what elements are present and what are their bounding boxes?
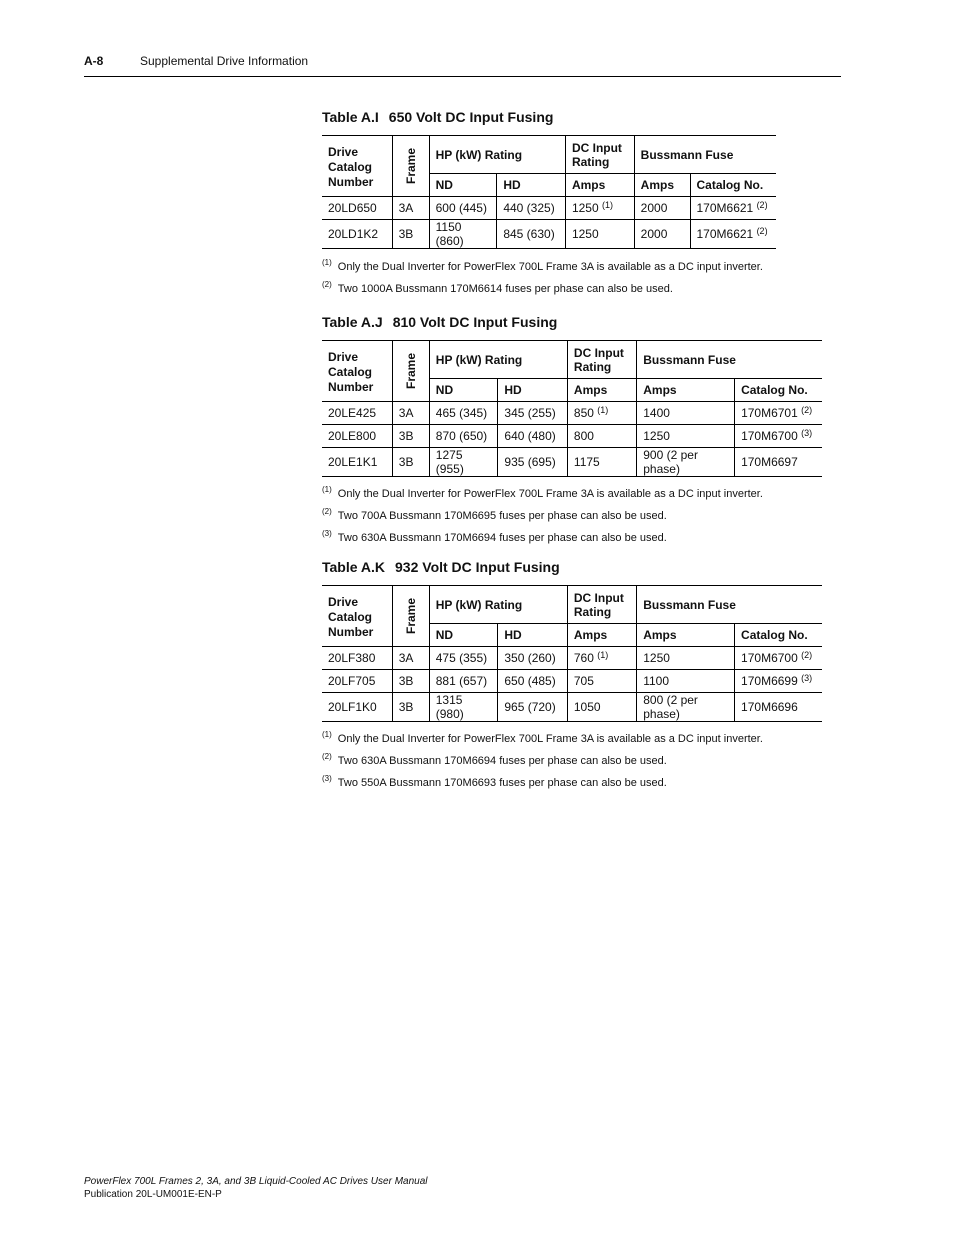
dc-amps-cell: 1250 [565,220,634,249]
catalog-no-header: Catalog No. [735,624,822,647]
fuse-amps-header: Amps [634,174,690,197]
frame-cell: 3B [392,448,429,477]
table-a-k-title [322,559,560,575]
footnote: $^{(2)}$ Two 630A Bussmann 170M6694 fuses per phase can also be used. [322,752,667,767]
hd-cell: 965 (720) [498,693,568,722]
hd-cell: 845 (630) [497,220,566,249]
table-caption: 650 Volt DC Input Fusing [388,109,554,125]
footnote: $^{(3)}$ Two 550A Bussmann 170M6693 fuses per phase can also be used. [322,774,667,789]
drive-catalog-cell: 20LF380 [322,647,392,670]
publication-number: Publication 20L-UM001E-EN-P [84,1189,222,1200]
frame-cell: 3B [392,670,429,693]
drive-catalog-cell: 20LE425 [322,402,392,425]
dc-input-header: DC Input Rating [567,341,636,379]
page-footer [84,1175,428,1201]
dc-amps-cell: 760 $^{(1)}$ [567,647,636,670]
footnote: $^{(1)}$ Only the Dual Inverter for PowerFlex 700L Frame 3A is available as a DC input inverter. [322,258,763,273]
fuse-amps-cell: 2000 [634,220,690,249]
dc-input-header: DC Input Rating [567,586,636,624]
hd-cell: 650 (485) [498,670,568,693]
frame-cell: 3B [392,693,429,722]
table-a-j-footnotes [322,481,763,547]
table-a-k-footnotes [322,726,763,792]
fuse-amps-cell: 1250 [637,425,735,448]
drive-catalog-header: Drive Catalog Number [322,586,392,647]
dc-amps-cell: 800 [567,425,636,448]
hd-cell: 935 (695) [498,448,568,477]
drive-catalog-cell: 20LD1K2 [322,220,392,249]
nd-cell: 881 (657) [429,670,498,693]
fuse-amps-cell: 900 (2 per phase) [637,448,735,477]
fuse-amps-cell: 1100 [637,670,735,693]
table-row [322,647,822,670]
frame-header: Frame [392,586,429,647]
table-a-i-title [322,109,553,125]
fuse-amps-cell: 1400 [637,402,735,425]
fuse-amps-cell: 800 (2 per phase) [637,693,735,722]
manual-title: PowerFlex 700L Frames 2, 3A, and 3B Liquid-Cooled AC Drives User Manual [84,1176,428,1187]
table-row [322,425,822,448]
hd-header: HD [498,379,568,402]
nd-cell: 1275 (955) [429,448,498,477]
table-caption: 810 Volt DC Input Fusing [392,314,558,330]
table-a-i [322,135,776,249]
footnote: $^{(1)}$ Only the Dual Inverter for PowerFlex 700L Frame 3A is available as a DC input inverter. [322,485,763,500]
hp-rating-header: HP (kW) Rating [429,341,567,379]
frame-cell: 3A [392,402,429,425]
table-number: Table A.I [322,109,379,125]
footnote: $^{(2)}$ Two 1000A Bussmann 170M6614 fuses per phase can also be used. [322,280,673,295]
frame-header: Frame [392,136,429,197]
footnote: $^{(2)}$ Two 700A Bussmann 170M6695 fuses per phase can also be used. [322,507,667,522]
bussmann-fuse-header: Bussmann Fuse [634,136,776,174]
fuse-amps-cell: 2000 [634,197,690,220]
table-number: Table A.K [322,559,386,575]
table-a-i-footnotes [322,254,763,298]
fuse-catalog-cell: 170M6697 [735,448,822,477]
fuse-catalog-cell: 170M6621 $^{(2)}$ [690,220,776,249]
hd-header: HD [498,624,568,647]
nd-header: ND [429,379,498,402]
drive-catalog-header: Drive Catalog Number [322,341,392,402]
section-title: Supplemental Drive Information [140,54,309,68]
bussmann-fuse-header: Bussmann Fuse [637,341,822,379]
table-row [322,220,776,249]
hd-cell: 350 (260) [498,647,568,670]
dc-amps-cell: 705 [567,670,636,693]
hp-rating-header: HP (kW) Rating [429,586,567,624]
frame-header: Frame [392,341,429,402]
footnote: $^{(1)}$ Only the Dual Inverter for PowerFlex 700L Frame 3A is available as a DC input inverter. [322,730,763,745]
hd-cell: 440 (325) [497,197,566,220]
frame-cell: 3B [392,425,429,448]
dc-amps-header: Amps [565,174,634,197]
nd-header: ND [429,624,498,647]
frame-cell: 3A [392,197,429,220]
fuse-catalog-cell: 170M6700 $^{(3)}$ [735,425,822,448]
bussmann-fuse-header: Bussmann Fuse [637,586,822,624]
table-row [322,693,822,722]
table-a-j-title [322,314,557,330]
dc-amps-cell: 850 $^{(1)}$ [567,402,636,425]
fuse-catalog-cell: 170M6701 $^{(2)}$ [735,402,822,425]
catalog-no-header: Catalog No. [735,379,822,402]
nd-header: ND [429,174,497,197]
drive-catalog-cell: 20LE800 [322,425,392,448]
nd-cell: 475 (355) [429,647,498,670]
fuse-amps-cell: 1250 [637,647,735,670]
drive-catalog-cell: 20LE1K1 [322,448,392,477]
table-row [322,448,822,477]
hd-cell: 345 (255) [498,402,568,425]
drive-catalog-cell: 20LF705 [322,670,392,693]
table-a-k [322,585,822,722]
frame-cell: 3A [392,647,429,670]
fuse-catalog-cell: 170M6696 [735,693,822,722]
fuse-catalog-cell: 170M6700 $^{(2)}$ [735,647,822,670]
drive-catalog-cell: 20LF1K0 [322,693,392,722]
hp-rating-header: HP (kW) Rating [429,136,565,174]
table-row [322,197,776,220]
dc-amps-cell: 1175 [567,448,636,477]
page-number: A-8 [84,54,104,68]
nd-cell: 600 (445) [429,197,497,220]
hd-cell: 640 (480) [498,425,568,448]
catalog-no-header: Catalog No. [690,174,776,197]
nd-cell: 1150 (860) [429,220,497,249]
nd-cell: 870 (650) [429,425,498,448]
fuse-catalog-cell: 170M6699 $^{(3)}$ [735,670,822,693]
hd-header: HD [497,174,566,197]
drive-catalog-cell: 20LD650 [322,197,392,220]
dc-amps-header: Amps [567,379,636,402]
table-a-j [322,340,822,477]
dc-amps-cell: 1250 $^{(1)}$ [565,197,634,220]
nd-cell: 1315 (980) [429,693,498,722]
table-row [322,670,822,693]
drive-catalog-header: Drive Catalog Number [322,136,392,197]
table-row [322,402,822,425]
dc-amps-header: Amps [567,624,636,647]
footnote: $^{(3)}$ Two 630A Bussmann 170M6694 fuses per phase can also be used. [322,529,667,544]
dc-input-header: DC Input Rating [565,136,634,174]
nd-cell: 465 (345) [429,402,498,425]
fuse-amps-header: Amps [637,379,735,402]
dc-amps-cell: 1050 [567,693,636,722]
table-caption: 932 Volt DC Input Fusing [395,559,560,575]
page-header [84,52,841,77]
table-number: Table A.J [322,314,383,330]
fuse-amps-header: Amps [637,624,735,647]
fuse-catalog-cell: 170M6621 $^{(2)}$ [690,197,776,220]
frame-cell: 3B [392,220,429,249]
